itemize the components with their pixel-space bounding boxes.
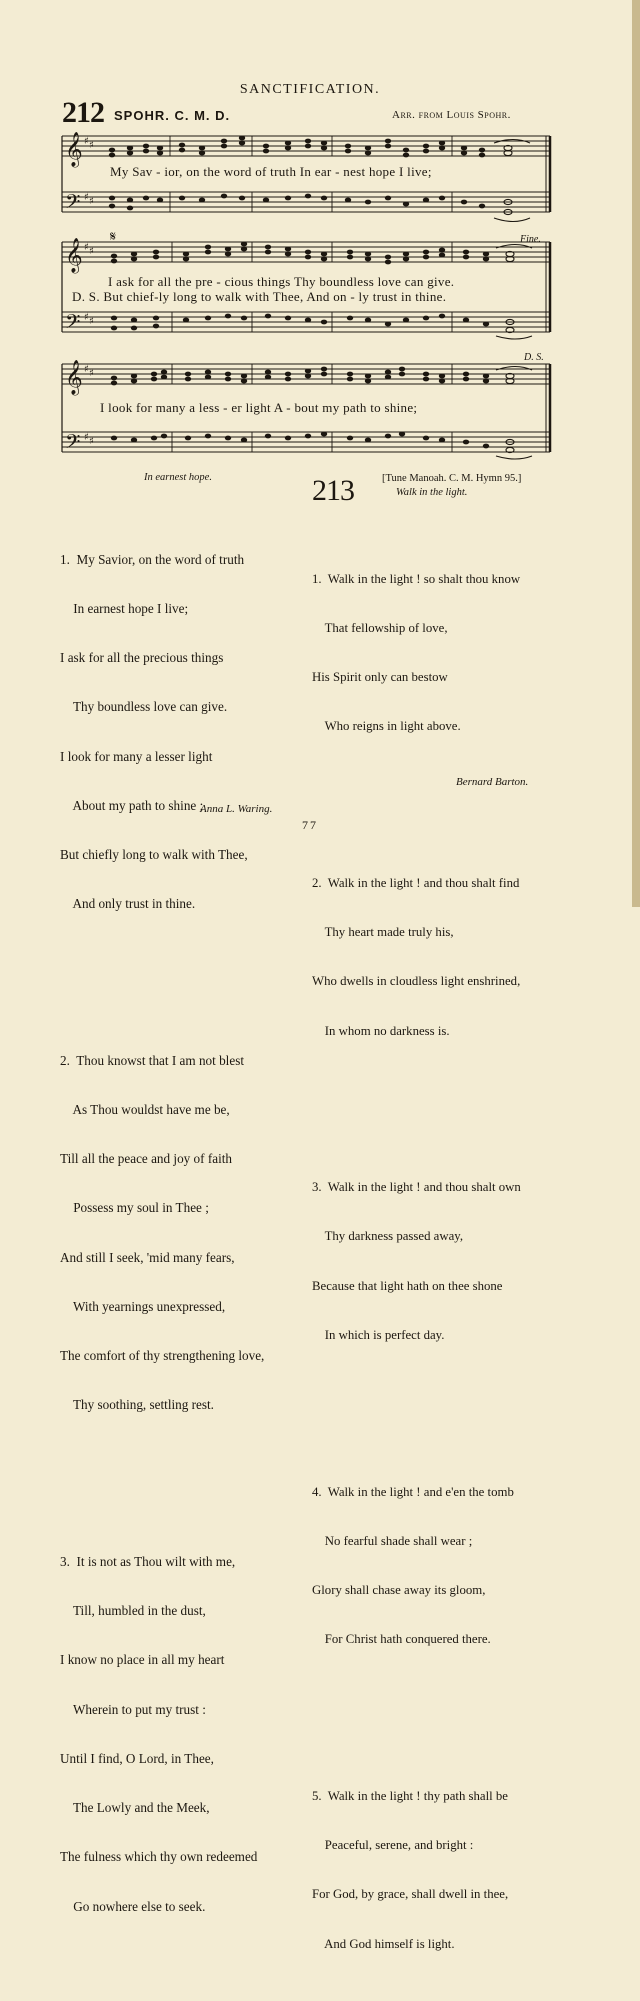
stanza-line: His Spirit only can bestow (312, 670, 448, 685)
stanza-line: I ask for all the precious things (60, 650, 224, 666)
stanza-line: Until I find, O Lord, in Thee, (60, 1750, 214, 1766)
stanza-line: 2. Thou knowst that I am not blest (60, 1052, 245, 1068)
stanza-line: But chiefly long to walk with Thee, (60, 846, 248, 862)
stanza-line: Peaceful, serene, and bright : (312, 1838, 474, 1853)
stanza-3 (312, 1146, 521, 1376)
svg-text:♯: ♯ (89, 436, 94, 447)
music-system-2 (62, 232, 552, 344)
stanza-line: 5. Walk in the light ! thy path shall be (312, 1788, 508, 1803)
stanza-line: Thy darkness passed away, (312, 1229, 464, 1244)
stanza-line: For God, by grace, shall dwell in thee, (312, 1887, 509, 1902)
stanza-line: The comfort of thy strengthening love, (60, 1348, 265, 1364)
stanza-line: Thy heart made truly his, (312, 925, 454, 940)
stanza-line: In earnest hope I live; (60, 600, 189, 616)
stanza-5 (312, 1755, 521, 1985)
segno-mark: 𝄋 (110, 230, 117, 245)
page-number: 77 (302, 818, 318, 832)
stanza-line: And only trust in thine. (60, 896, 196, 912)
hymn-213-stanzas (312, 505, 521, 2001)
svg-text:𝄢: 𝄢 (65, 430, 81, 458)
hymn-213-author: Bernard Barton. (456, 776, 529, 788)
page-edge (632, 0, 640, 907)
svg-text:♯: ♯ (84, 432, 89, 443)
stanza-line: As Thou wouldst have me be, (60, 1102, 230, 1118)
ds-mark: D. S. (524, 352, 544, 363)
svg-text:♯: ♯ (89, 368, 94, 379)
hymn-213-tune-ref: [Tune Manoah. C. M. Hymn 95.] (382, 473, 522, 484)
fine-mark: Fine. (520, 234, 541, 245)
stanza-line: The Lowly and the Meek, (60, 1800, 210, 1816)
stanza-line: 1. Walk in the light ! so shalt thou know (312, 571, 521, 586)
stanza-line: Possess my soul in Thee ; (60, 1200, 209, 1216)
stanza-line: Who reigns in light above. (312, 719, 461, 734)
svg-text:𝄢: 𝄢 (65, 310, 81, 338)
stanza-line: Who dwells in cloudless light enshrined, (312, 974, 521, 989)
svg-text:♯: ♯ (84, 192, 89, 203)
section-title: SANCTIFICATION. (239, 82, 381, 97)
stanza-2 (60, 1020, 264, 1447)
stanza-line: With yearnings unexpressed, (60, 1298, 226, 1314)
hymn-212-tune: SPOHR. C. M. D. (114, 108, 231, 123)
stanza-line: About my path to shine ; (60, 797, 204, 813)
lyric-line-3: D. S. But chief-ly long to walk with Thee, And on - ly trust in thine. (72, 289, 447, 304)
stanza-1 (60, 519, 264, 946)
stanza-line: Till all the peace and joy of faith (60, 1151, 233, 1167)
stanza-line: 4. Walk in the light ! and e'en the tomb (312, 1484, 514, 1499)
stanza-line: Thy soothing, settling rest. (60, 1397, 214, 1413)
stanza-2 (312, 842, 521, 1072)
svg-text:♯: ♯ (89, 140, 94, 151)
stanza-line: Till, humbled in the dust, (60, 1603, 206, 1619)
hymn-212-caption: In earnest hope. (144, 472, 212, 483)
lyric-line-2: I ask for all the pre - cious things Thy boundless love can give. (108, 274, 455, 289)
stanza-line: That fellowship of love, (312, 620, 448, 635)
svg-text:♯: ♯ (89, 196, 94, 207)
lyric-line-4: I look for many a less - er light A - bout my path to shine; (100, 400, 418, 415)
svg-text:𝄢: 𝄢 (65, 190, 81, 218)
hymn-212-author: Anna L. Waring. (200, 803, 273, 815)
svg-text:𝄞: 𝄞 (65, 132, 83, 167)
svg-text:𝄞: 𝄞 (65, 238, 83, 273)
stanza-line: Glory shall chase away its gloom, (312, 1583, 486, 1597)
svg-text:♯: ♯ (84, 136, 89, 147)
stanza-line: 3. Walk in the light ! and thou shalt own (312, 1180, 521, 1195)
stanza-line: 2. Walk in the light ! and thou shalt find (312, 875, 520, 890)
stanza-line: In whom no darkness is. (312, 1023, 450, 1038)
hymn-212-stanzas (60, 486, 264, 1964)
svg-text:♯: ♯ (84, 312, 89, 323)
stanza-line: For Christ hath conquered there. (312, 1632, 491, 1647)
svg-text:𝄞: 𝄞 (65, 360, 83, 395)
stanza-line: Wherein to put my trust : (60, 1701, 206, 1717)
stanza-line: And God himself is light. (312, 1936, 455, 1951)
svg-text:♯: ♯ (84, 242, 89, 253)
stanza-line: The fulness which thy own redeemed (60, 1849, 258, 1865)
svg-text:♯: ♯ (84, 364, 89, 375)
hymn-212-arranger: Arr. from Louis Spohr. (392, 109, 511, 121)
music-system-3 (62, 352, 552, 468)
stanza-line: I know no place in all my heart (60, 1652, 225, 1668)
music-system-1 (62, 128, 552, 228)
stanza-line: 1. My Savior, on the word of truth (60, 551, 245, 567)
stanza-line: Thy boundless love can give. (60, 699, 228, 715)
stanza-line: Go nowhere else to seek. (60, 1898, 206, 1914)
lyric-line-1: My Sav - ior, on the word of truth In ear - nest hope I live; (110, 164, 432, 179)
stanza-line: Because that light hath on thee shone (312, 1278, 503, 1293)
stanza-line: In which is perfect day. (312, 1327, 445, 1342)
stanza-3 (60, 1521, 264, 1948)
svg-text:♯: ♯ (89, 246, 94, 257)
stanza-line: I look for many a lesser light (60, 748, 213, 764)
stanza-line: And still I seek, 'mid many fears, (60, 1249, 235, 1265)
hymn-212-number: 212 (62, 96, 104, 129)
hymn-213-caption: Walk in the light. (396, 487, 468, 498)
stanza-4 (312, 1451, 521, 1681)
stanza-line: No fearful shade shall wear ; (312, 1533, 473, 1548)
svg-text:♯: ♯ (89, 316, 94, 327)
hymn-213-number: 213 (312, 474, 354, 507)
stanza-line: 3. It is not as Thou wilt with me, (60, 1554, 236, 1569)
stanza-1 (312, 538, 521, 768)
